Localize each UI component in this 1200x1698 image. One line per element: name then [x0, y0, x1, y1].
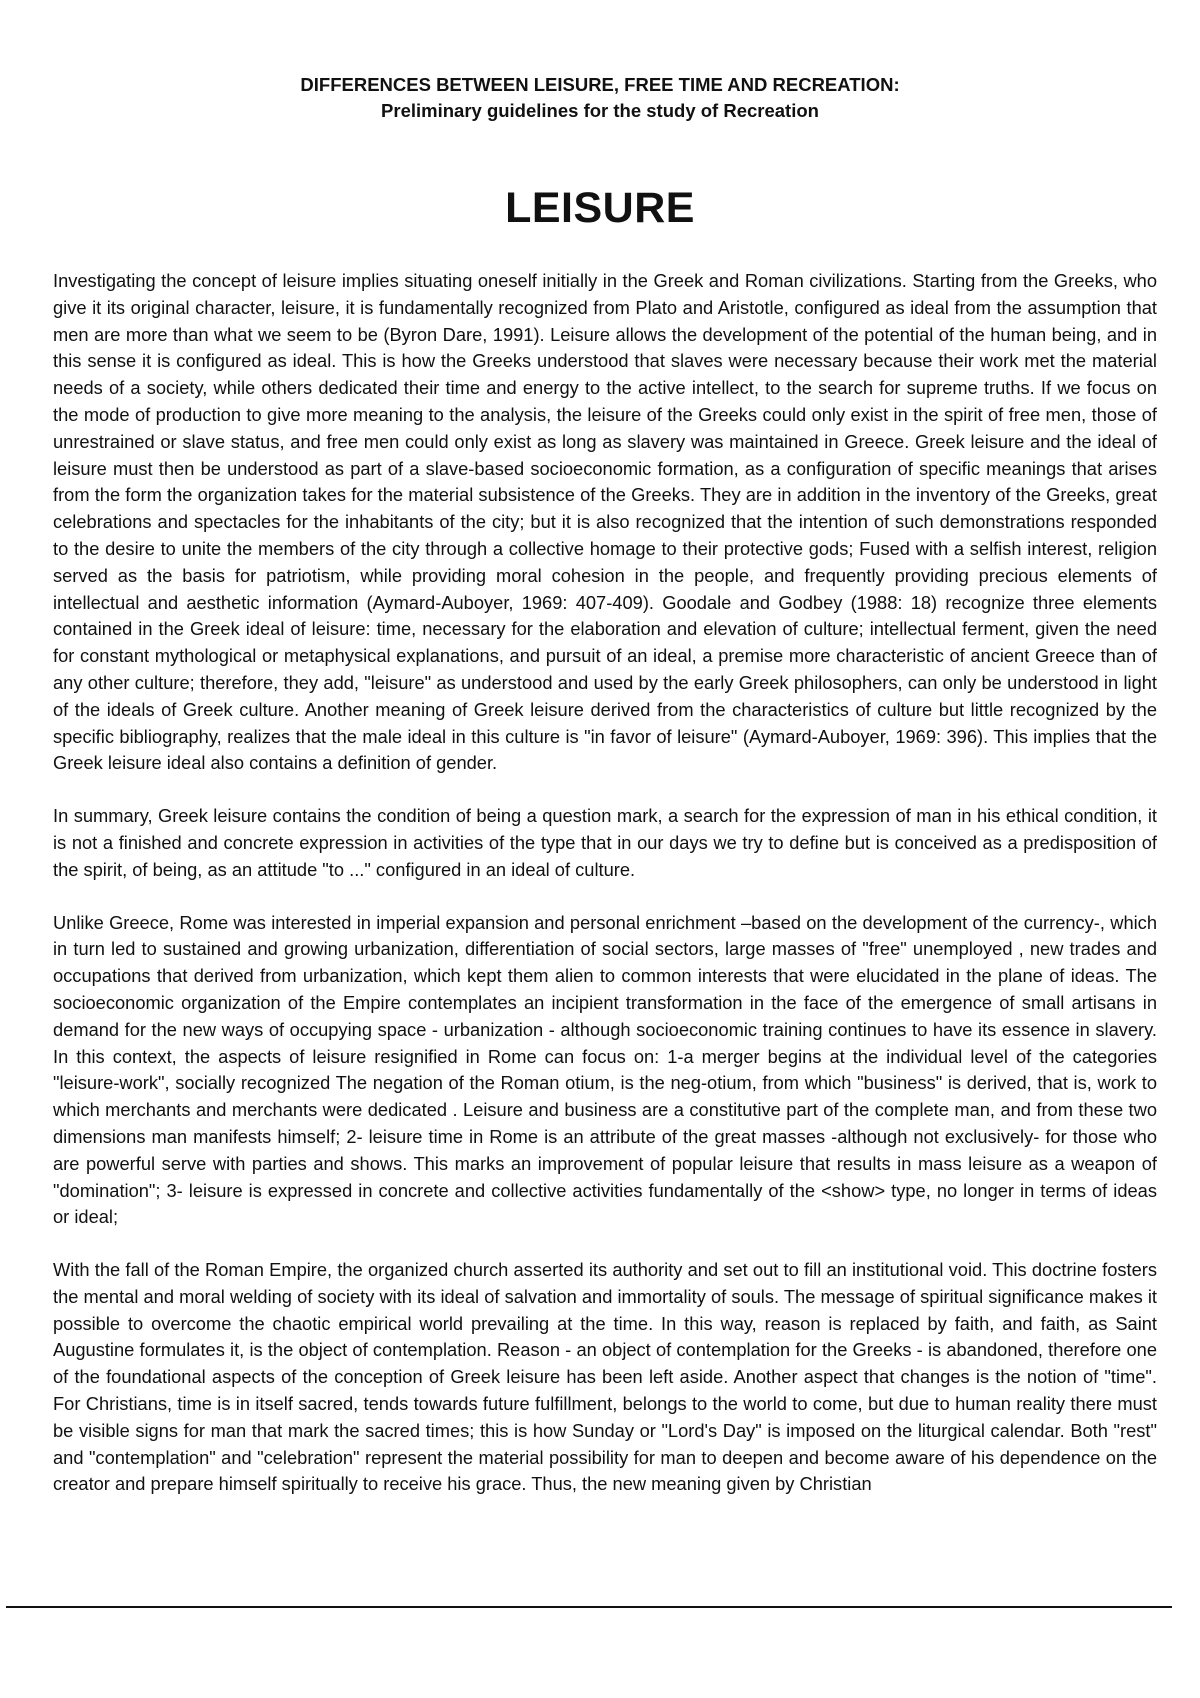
page-bottom-rule [6, 1606, 1172, 1608]
body-paragraph: In summary, Greek leisure contains the condition of being a question mark, a search for the expression of man in his ethical condition, it is not a finished and concrete expression in activities of the type that in our days we try to define but is conceived as a predisposition of the spirit, of being, as an attitude "to ..." configured in an ideal of culture. [53, 805, 1157, 880]
section-heading: LEISURE [505, 184, 695, 232]
body-paragraph: Investigating the concept of leisure implies situating oneself initially in the Greek and Roman civilizations. Starting from the Greeks, who give it its original character, leisure, it is fundamentally recognized from Plato and Aristotle, configured as ideal from the assumption that men are more than what we seem to be (Byron Dare, 1991). Leisure allows the development of the potential of the human being, and in this sense it is configured as ideal. This is how the Greeks understood that slaves were necessary because their work met the material needs of a society, while others dedicated their time and energy to the active intellect, to the search for supreme truths. If we focus on the mode of production to give more meaning to the analysis, the leisure of the Greeks could only exist in the spirit of free men, those of unrestrained or slave status, and free men could only exist as long as slavery was maintained in Greece. Greek leisure and the ideal of leisure must then be understood as part of a slave-based socioeconomic formation, as a configuration of specific meanings that arises from the form the organization takes for the material subsistence of the Greeks. They are in addition in the inventory of the Greeks, great celebrations and spectacles for the inhabitants of the city; but it is also recognized that the intention of such demonstrations responded to the desire to unite the members of the city through a collective homage to their protective gods; Fused with a selfish interest, religion served as the basis for patriotism, while providing moral cohesion in the people, and frequently providing precious elements of intellectual and aesthetic information (Aymard-Auboyer, 1969: 407-409). Goodale and Godbey (1988: 18) recognize three elements contained in the Greek ideal of leisure: time, necessary for the elaboration and elevation of culture; intellectual ferment, given the need for constant mythological or metaphysical explanations, and pursuit of an ideal, a premise more characteristic of ancient Greece than of any other culture; therefore, they add, "leisure" as understood and used by the early Greek philosophers, can only be understood in light of the ideals of Greek culture. Another meaning of Greek leisure derived from the characteristics of culture but little recognized by the specific bibliography, realizes that the male ideal in this culture is "in favor of leisure" (Aymard-Auboyer, 1969: 396). This implies that the Greek leisure ideal also contains a definition of gender. [53, 270, 1157, 774]
document-header [0, 72, 1200, 124]
body-paragraph: With the fall of the Roman Empire, the organized church asserted its authority and set out to fill an institutional void. This doctrine fosters the mental and moral welding of society with its ideal of salvation and immortality of souls. The message of spiritual significance makes it possible to overcome the chaotic empirical world prevailing at the time. In this way, reason is replaced by faith, and faith, as Saint Augustine formulates it, is the object of contemplation. Reason - an object of contemplation for the Greeks - is abandoned, therefore one of the foundational aspects of the conception of Greek leisure has been left aside. Another aspect that changes is the notion of "time". For Christians, time is in itself sacred, tends towards future fulfillment, belongs to the world to come, but due to human reality there must be visible signs for man that mark the sacred times; this is how Sunday or "Lord's Day" is imposed on the liturgical calendar. Both "rest" and "contemplation" and "celebration" represent the material possibility for man to deepen and become aware of his dependence on the creator and prepare himself spiritually to receive his grace. Thus, the new meaning given by Christian [53, 1259, 1157, 1495]
document-body [53, 268, 1157, 1524]
document-title: DIFFERENCES BETWEEN LEISURE, FREE TIME AND RECREATION: [300, 74, 900, 95]
document-subtitle: Preliminary guidelines for the study of Recreation [381, 100, 819, 121]
body-paragraph: Unlike Greece, Rome was interested in imperial expansion and personal enrichment –based on the development of the currency-, which in turn led to sustained and growing urbanization, differentiation of social sectors, large masses of "free" unemployed , new trades and occupations that derived from urbanization, which kept them alien to common interests that were elucidated in the plane of ideas. The socioeconomic organization of the Empire contemplates an incipient transformation in the face of the emergence of small artisans in demand for the new ways of occupying space - urbanization - although socioeconomic training continues to have its essence in slavery. In this context, the aspects of leisure resignified in Rome can focus on: 1-a merger begins at the individual level of the categories "leisure-work", socially recognized The negation of the Roman otium, is the neg-otium, from which "business" is derived, that is, work to which merchants and merchants were dedicated . Leisure and business are a constitutive part of the complete man, and from these two dimensions man manifests himself; 2- leisure time in Rome is an attribute of the great masses -although not exclusively- for those who are powerful serve with parties and shows. This marks an improvement of popular leisure that results in mass leisure as a weapon of "domination"; 3- leisure is expressed in concrete and collective activities fundamentally of the <show> type, no longer in terms of ideas or ideal; [53, 911, 1157, 1228]
